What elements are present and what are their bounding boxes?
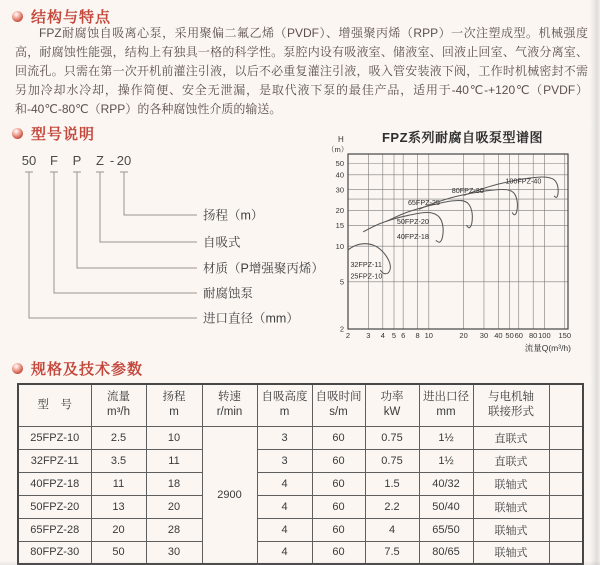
table-cell: 50 <box>91 541 146 564</box>
callout-label: 耐腐蚀泵 <box>203 286 254 301</box>
y-axis-label: H <box>338 135 344 144</box>
callout-line <box>124 172 197 215</box>
speed-merged-cell: 2900 <box>202 426 257 564</box>
features-title: 结构与特点 <box>31 9 112 26</box>
x-tick-label: 100 <box>538 331 551 340</box>
x-tick-label: 4 <box>380 331 385 340</box>
table-cell: 60 <box>312 495 365 518</box>
table-cell: 4 <box>257 495 312 518</box>
x-tick-label: 80 <box>529 331 538 340</box>
callout-label: 材质（P增强聚丙烯） <box>203 261 324 276</box>
pump-curve-label: 65FPZ-25 <box>407 197 440 207</box>
chart-title: FPZ系列耐腐自吸泵型谱图 <box>381 130 544 145</box>
table-cell: 联轴式 <box>473 472 549 495</box>
table-cell: 联轴式 <box>473 518 549 541</box>
x-axis-label: 流量Q(m³/h) <box>524 343 571 353</box>
table-cell-empty <box>549 518 583 541</box>
y-tick-label: 30 <box>335 185 344 195</box>
table-header-cell: 自吸高度 m <box>257 384 312 426</box>
table-row <box>18 518 583 541</box>
table-cell: 直联式 <box>473 449 549 472</box>
table-cell: 60 <box>312 449 365 472</box>
table-cell-empty <box>549 426 583 449</box>
table-cell-empty <box>549 472 583 495</box>
section-bullet-icon <box>12 128 23 139</box>
table-cell: 65FPZ-28 <box>18 518 91 541</box>
section-bullet-icon <box>12 363 23 374</box>
table-cell: 13 <box>91 495 146 518</box>
x-tick-label: 30 <box>479 331 489 340</box>
table-cell: 50/40 <box>419 495 473 518</box>
table-cell: 3 <box>257 449 312 472</box>
model-title: 型号说明 <box>31 126 96 143</box>
table-row <box>18 472 583 495</box>
x-tick-label: 60 <box>514 331 523 340</box>
x-tick-label: 5 <box>391 331 397 340</box>
table-cell: 18 <box>146 472 202 495</box>
table-cell: 20 <box>146 495 202 518</box>
pump-curve-label: 80FPZ-30 <box>451 186 484 196</box>
table-cell: 80FPZ-30 <box>18 541 91 564</box>
table-cell: 4 <box>257 541 312 564</box>
table-header-cell: 自吸时间 s/m <box>312 384 365 426</box>
table-cell: 60 <box>312 541 365 564</box>
table-header-cell: 型 号 <box>18 384 91 426</box>
table-header-cell: 与电机轴 联接形式 <box>473 384 549 426</box>
y-tick-label: 40 <box>335 170 344 180</box>
table-cell: 60 <box>312 426 365 449</box>
y-tick-label: 5 <box>339 277 344 287</box>
x-tick-label: 8 <box>415 331 420 340</box>
y-tick-label: 15 <box>335 220 344 230</box>
table-row <box>18 495 583 518</box>
y-tick-label: 20 <box>335 206 344 216</box>
table-cell: 0.75 <box>365 449 419 472</box>
table-cell: 7.5 <box>365 541 419 564</box>
y-axis-unit: （m） <box>327 145 349 154</box>
table-cell: 直联式 <box>473 426 549 449</box>
model-code-part: F <box>50 153 58 168</box>
table-cell: 联轴式 <box>473 541 549 564</box>
x-tick-label: 150 <box>558 331 572 340</box>
table-header-row <box>18 384 583 426</box>
table-cell: 40/32 <box>419 472 473 495</box>
x-tick-label: 50 <box>505 331 514 340</box>
table-cell: 4 <box>257 472 312 495</box>
table-cell: 60 <box>312 472 365 495</box>
table-cell: 1.5 <box>365 472 419 495</box>
x-tick-label: 2 <box>345 331 351 340</box>
table-cell: 4 <box>257 518 312 541</box>
table-cell: 11 <box>91 472 146 495</box>
pump-chart-svg <box>325 127 600 359</box>
table-cell: 11 <box>146 449 202 472</box>
x-tick-label: 3 <box>366 331 371 340</box>
table-cell: 50FPZ-20 <box>18 495 91 518</box>
table-header-cell: 功率 kW <box>365 384 419 426</box>
pump-curve-label: 25FPZ-10 <box>350 271 383 281</box>
y-tick-label: 50 <box>335 158 344 168</box>
table-header-cell: 流量 m³/h <box>91 384 146 426</box>
callout-label: 进口直径（mm） <box>203 311 299 326</box>
y-tick-label: 10 <box>335 241 344 251</box>
x-tick-label: 10 <box>424 331 433 340</box>
table-header-cell: 扬程 m <box>146 384 202 426</box>
y-tick-label: 2 <box>339 324 344 334</box>
x-tick-label: 6 <box>401 331 406 340</box>
model-code-part: P <box>72 153 82 168</box>
callout-line <box>54 172 197 293</box>
callout-label: 扬程（m） <box>203 208 264 223</box>
specs-table-head <box>18 384 583 426</box>
table-header-cell: 转速 r/min <box>202 384 257 426</box>
specs-table <box>17 383 584 565</box>
features-paragraph: FPZ耐腐蚀自吸离心泵，采用聚偏二氟乙烯（PVDF）、增强聚丙烯（RPP）一次注塑成型。机械强度高，耐腐蚀性能强，结构上有独具一格的科学性。泵腔内设有吸液室、储液室、回液止回室、气液分离室、回流孔。只需在第一次开机前灌注引液，以后不必重复灌注引液，吸入管安装液下阀，工作时机械密封不需另加冷却水冷却，操作简便、安全无泄漏，是取代液下泵的最佳产品，适用于-40℃-+120℃（PVDF）和-40℃-80℃（RPP）的各种腐蚀性介质的输送。 <box>15 26 588 116</box>
section-model-header <box>12 123 95 144</box>
pump-curve <box>348 244 390 274</box>
table-cell: 80/65 <box>419 541 473 564</box>
model-code-part: - <box>109 153 115 168</box>
model-code-part: 20 <box>116 153 132 168</box>
table-cell: 40FPZ-18 <box>18 472 91 495</box>
table-header-cell: 进出口径 mm <box>419 384 473 426</box>
pump-curve-label: 32FPZ-11 <box>350 260 382 270</box>
table-cell: 1½ <box>419 449 473 472</box>
table-cell: 30 <box>146 541 202 564</box>
table-cell: 60 <box>312 518 365 541</box>
pump-curve-label: 40FPZ-18 <box>396 231 429 241</box>
model-code-part: 50 <box>21 153 37 168</box>
table-cell: 32FPZ-11 <box>18 449 91 472</box>
table-cell: 3.5 <box>91 449 146 472</box>
table-cell: 25FPZ-10 <box>18 426 91 449</box>
table-cell: 0.75 <box>365 426 419 449</box>
table-cell: 4 <box>365 518 419 541</box>
x-tick-label: 20 <box>459 331 468 340</box>
table-cell: 20 <box>91 518 146 541</box>
model-code-part: Z <box>96 153 104 168</box>
model-code-diagram <box>0 145 330 345</box>
table-cell: 联轴式 <box>473 495 549 518</box>
table-cell-empty <box>549 495 583 518</box>
callout-line <box>77 172 197 268</box>
table-cell: 28 <box>146 518 202 541</box>
table-cell: 2.5 <box>91 426 146 449</box>
table-cell: 1½ <box>419 426 473 449</box>
table-cell: 65/50 <box>419 518 473 541</box>
table-row <box>18 426 583 449</box>
table-cell: 10 <box>146 426 202 449</box>
table-header-cell <box>549 384 583 426</box>
callout-line <box>100 172 197 242</box>
table-cell-empty <box>549 449 583 472</box>
x-tick-label: 40 <box>494 331 503 340</box>
table-cell: 2.2 <box>365 495 419 518</box>
pump-curve-label: 50FPZ-20 <box>396 216 429 226</box>
callout-label: 自吸式 <box>203 235 241 250</box>
pump-curve-label: 100FPZ-40 <box>505 176 542 186</box>
table-cell: 3 <box>257 426 312 449</box>
specs-table-body <box>18 426 583 564</box>
page-edge-shadow <box>590 0 600 565</box>
pump-selection-chart <box>325 127 600 359</box>
page-edge-shadow <box>0 561 600 565</box>
section-specs-header <box>12 358 143 379</box>
section-bullet-icon <box>12 11 23 22</box>
table-row <box>18 449 583 472</box>
specs-title: 规格及技术参数 <box>31 361 144 378</box>
